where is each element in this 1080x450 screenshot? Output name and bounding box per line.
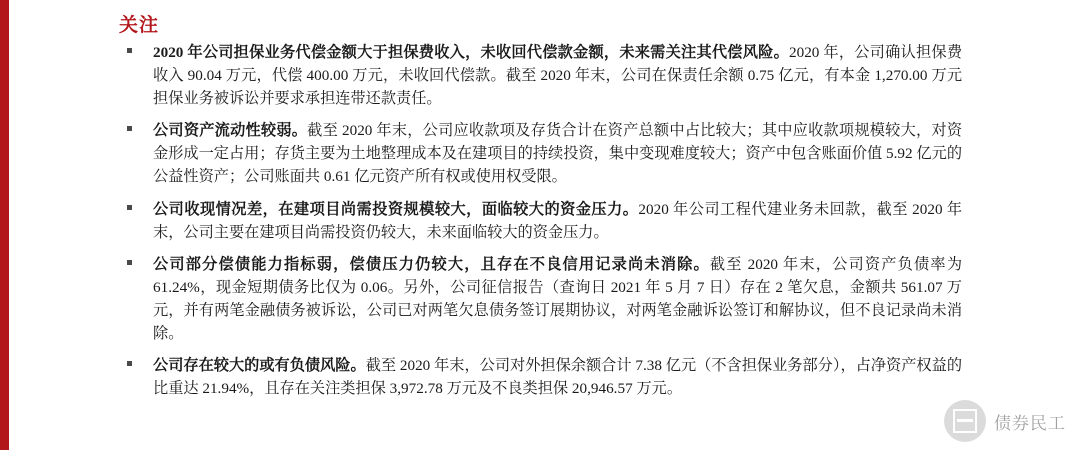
bullet-marker-icon [127,361,132,366]
section-title: 关注 [119,15,160,36]
bullet-heading: 公司存在较大的或有负债风险。 [153,357,366,375]
bullet-marker-icon [127,48,132,53]
bullet-heading: 2020 年公司担保业务代偿金额大于担保费收入，未收回代偿款金额，未来需关注其代偿风险。 [153,44,789,61]
bullet-marker-icon [127,260,132,265]
bullet-marker-icon [127,126,132,131]
bullet-body: 截至 2020 年末，公司对外担保余额合计 7.38 亿元（不含担保业务部分），占净资产权益的比重达 21.94%，且存在关注类担保 3,972.78 万元及不良类担保 20,946.57 万元。 [153,357,963,398]
book-circle-icon [944,400,986,442]
bullet-body: 2020 年公司工程代建业务未回款，截至 2020 年末，公司主要在建项目尚需投资仍较大，未来面临较大的资金压力。 [153,200,963,241]
bullet-body: 截至 2020 年末，公司应收款项及存货合计在资产总额中占比较大；其中应收款项规模较大，对资金形成一定占用；存货主要为土地整理成本及在建项目的持续投资，集中变现难度较大；资产中包含账面价值 5.92 亿元的公益性资产；公司账面共 0.61 亿元资产所有权或使用权受限。 [153,122,963,186]
list-item [119,41,962,110]
watermark [944,400,1066,442]
list-item [119,198,962,244]
bullet-body: 截至 2020 年末，公司资产负债率为 61.24%，现金短期债务比仅为 0.06。另外，公司征信报告（查询日 2021 年 5 月 7 日）存在 2 笔欠息，金额共 561.07 万元，并有两笔金融债务被诉讼，公司已对两笔欠息债务签订展期协议，对两笔金融诉讼签订和解协议，但不良记录尚未消除。 [153,255,963,343]
list-item [119,253,962,345]
list-item [119,119,962,188]
bullet-body: 2020 年，公司确认担保费收入 90.04 万元，代偿 400.00 万元，未收回代偿款。截至 2020 年末，公司在保责任余额 0.75 亿元，有本金 1,270.00 万元担保业务被诉讼并要求承担连带还款责任。 [153,44,963,108]
bullet-list [31,41,1058,400]
bullet-heading: 公司部分偿债能力指标弱，偿债压力仍较大，且存在不良信用记录尚未消除。 [153,255,710,273]
left-accent-rule [0,0,9,450]
bullet-heading: 公司收现情况差，在建项目尚需投资规模较大，面临较大的资金压力。 [153,200,639,218]
document-content [9,0,1080,450]
watermark-label: 债券民工 [994,413,1066,433]
bullet-heading: 公司资产流动性较弱。 [153,122,308,140]
bullet-marker-icon [127,205,132,210]
list-item [119,354,962,400]
